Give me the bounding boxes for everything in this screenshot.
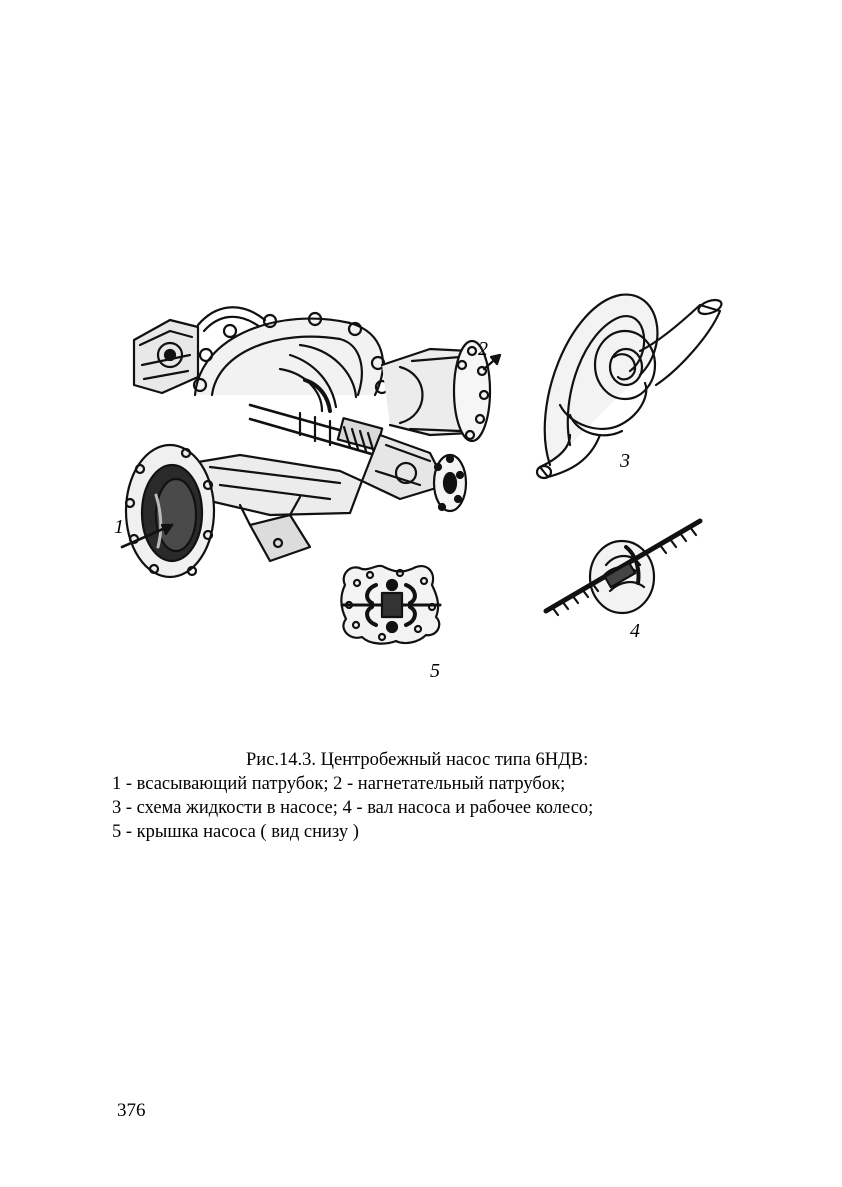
label-5: 5 — [430, 660, 440, 682]
caption-line-1: 1 - всасывающий патрубок; 2 - нагнетательный патрубок; — [112, 774, 566, 794]
label-3: 3 — [620, 450, 630, 472]
pump-drawing — [100, 285, 760, 705]
caption-line-3: 5 - крышка насоса ( вид снизу ) — [112, 822, 359, 842]
page-number: 376 — [117, 1100, 146, 1121]
caption-title: Рис.14.3. Центробежный насос типа 6НДВ: — [246, 750, 589, 770]
label-1: 1 — [114, 516, 124, 538]
fluid-scheme-drawing — [537, 295, 723, 478]
caption-line-2: 3 - схема жидкости в насосе; 4 - вал насоса и рабочее колесо; — [112, 798, 594, 818]
pump-cover-drawing — [341, 566, 440, 644]
pump-figure — [100, 285, 760, 705]
label-4: 4 — [630, 620, 640, 642]
pump-assembly-drawing — [122, 307, 500, 577]
label-2: 2 — [478, 338, 488, 360]
shaft-impeller-drawing — [546, 521, 700, 615]
figure-caption — [112, 748, 752, 844]
